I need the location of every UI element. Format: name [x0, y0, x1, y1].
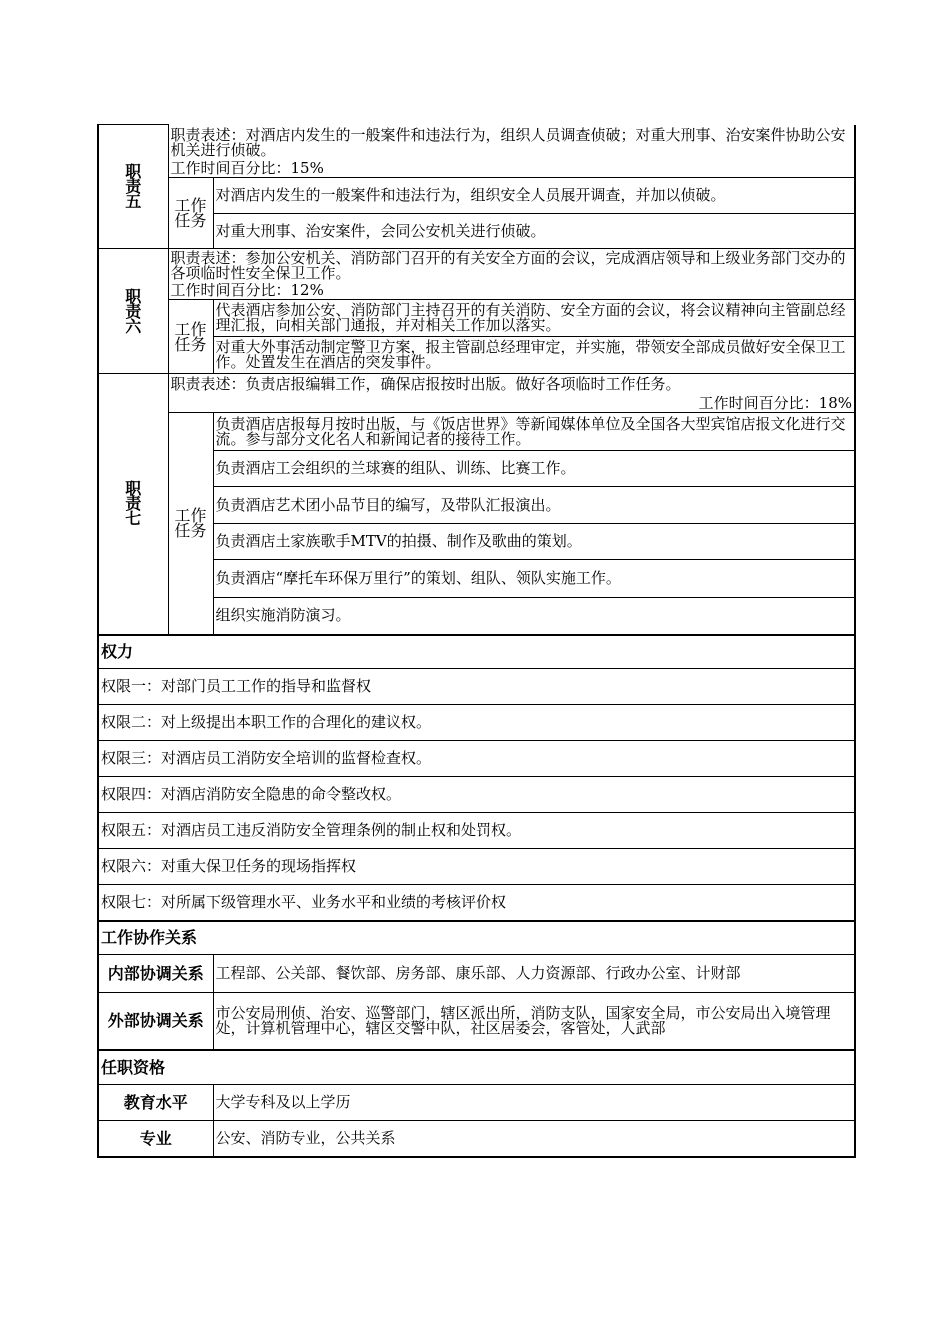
authority-item: 权限六：对重大保卫任务的现场指挥权 — [98, 849, 855, 885]
duty7-task-item: 负责酒店工会组织的兰球赛的组队、训练、比赛工作。 — [213, 451, 855, 487]
duty7-task-item: 负责酒店店报每月按时出版，与《饭店世界》等新闻媒体单位及全国各大型宾馆店报文化进行交流。参与部分文化名人和新闻记者的接待工作。 — [213, 413, 855, 451]
internal-coordination-label: 内部协调关系 — [98, 955, 213, 993]
authority-item: 权限二：对上级提出本职工作的合理化的建议权。 — [98, 705, 855, 741]
duty6-task-item: 代表酒店参加公安、消防部门主持召开的有关消防、安全方面的会议，将会议精神向主管副总经理汇报，向相关部门通报，并对相关工作加以落实。 — [213, 300, 855, 337]
authority-item: 权限五：对酒店员工违反消防安全管理条例的制止权和处罚权。 — [98, 813, 855, 849]
duty6-time-pct: 工作时间百分比：12% — [168, 283, 855, 300]
major-value: 公安、消防专业，公共关系 — [213, 1121, 855, 1157]
duty6-task-label: 工作 任务 — [168, 300, 213, 374]
duty5-task-item: 对酒店内发生的一般案件和违法行为，组织安全人员展开调查，并加以侦破。 — [213, 178, 855, 214]
duty5-task-item: 对重大刑事、治安案件，会同公安机关进行侦破。 — [213, 214, 855, 249]
duty7-task-item: 组织实施消防演习。 — [213, 598, 855, 635]
major-label: 专业 — [98, 1121, 213, 1157]
duty5-statement: 职责表述：对酒店内发生的一般案件和违法行为，组织人员调查侦破；对重大刑事、治安案件协助公安机关进行侦破。 — [168, 125, 855, 161]
duty7-time-pct: 工作时间百分比：18% — [168, 396, 855, 413]
duty7-task-item: 负责酒店土家族歌手MTV的拍摄、制作及歌曲的策划。 — [213, 524, 855, 560]
authority-title: 权力 — [98, 635, 855, 669]
duty5-label: 职 责 五 — [98, 125, 168, 249]
authority-item: 权限四：对酒店消防安全隐患的命令整改权。 — [98, 777, 855, 813]
duty7-task-item: 负责酒店艺术团小品节目的编写，及带队汇报演出。 — [213, 487, 855, 524]
duty6-statement: 职责表述：参加公安机关、消防部门召开的有关安全方面的会议，完成酒店领导和上级业务部门交办的各项临时性安全保卫工作。 — [168, 249, 855, 283]
job-description-table — [97, 124, 856, 1158]
cooperation-title: 工作协作关系 — [98, 921, 855, 955]
authority-item: 权限七：对所属下级管理水平、业务水平和业绩的考核评价权 — [98, 885, 855, 921]
internal-coordination-value: 工程部、公关部、餐饮部、房务部、康乐部、人力资源部、行政办公室、计财部 — [213, 955, 855, 993]
external-coordination-label: 外部协调关系 — [98, 993, 213, 1050]
duty7-label: 职 责 七 — [98, 374, 168, 635]
duty6-label: 职 责 六 — [98, 249, 168, 374]
authority-item: 权限三：对酒店员工消防安全培训的监督检查权。 — [98, 741, 855, 777]
external-coordination-value: 市公安局刑侦、治安、巡警部门，辖区派出所，消防支队，国家安全局，市公安局出入境管理处，计算机管理中心，辖区交警中队，社区居委会，客管处，人武部 — [213, 993, 855, 1050]
duty5-statement-row — [98, 125, 855, 161]
duty5-time-pct: 工作时间百分比：15% — [168, 161, 855, 178]
qualification-title: 任职资格 — [98, 1050, 855, 1085]
duty7-task-item: 负责酒店“摩托车环保万里行”的策划、组队、领队实施工作。 — [213, 560, 855, 598]
duty6-task-item: 对重大外事活动制定警卫方案，报主管副总经理审定，并实施，带领安全部成员做好安全保卫工作。处置发生在酒店的突发事件。 — [213, 337, 855, 374]
education-value: 大学专科及以上学历 — [213, 1085, 855, 1121]
education-label: 教育水平 — [98, 1085, 213, 1121]
authority-item: 权限一：对部门员工工作的指导和监督权 — [98, 669, 855, 705]
duty7-statement: 职责表述：负责店报编辑工作，确保店报按时出版。做好各项临时工作任务。 — [168, 374, 855, 396]
duty5-task-label: 工作 任务 — [168, 178, 213, 249]
duty7-task-label: 工作 任务 — [168, 413, 213, 635]
